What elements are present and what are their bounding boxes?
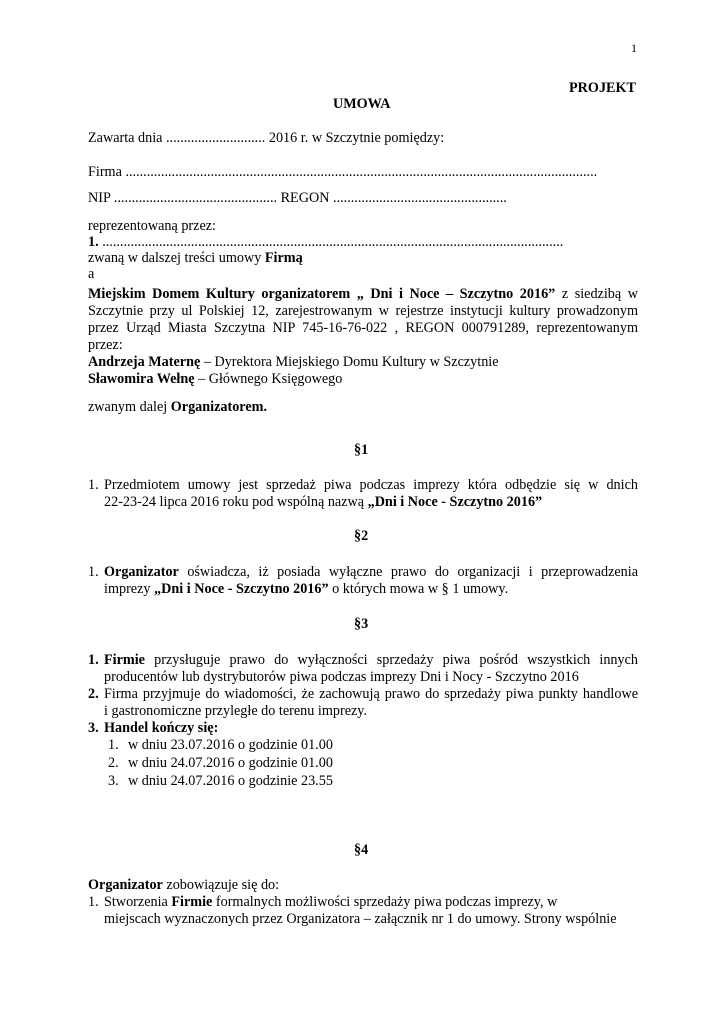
nip-regon-line <box>88 190 507 207</box>
section-2-heading: §2 <box>354 528 369 544</box>
s3-item-1-rest: przysługuje prawo do wyłączności sprzedaży piwa pośród wszystkich innych <box>144 652 638 668</box>
zwana-firma: Firmą <box>264 250 303 266</box>
rep-1-name: Andrzeja Maternę <box>88 354 201 370</box>
s3-sub-3-number: 3. <box>108 773 119 789</box>
organizer-line-1-rest: z siedzibą w <box>555 286 638 302</box>
organizer-line-3: przez Urząd Miasta Szczytna NIP 745-16-76-022 , REGON 000791289, reprezentowanym <box>88 320 638 336</box>
organizer-line-2: Szczytnie przy ul Polskiej 12, zarejestrowanym w rejestrze instytucji kultury prowadzonym <box>88 303 638 319</box>
regon-label: REGON <box>280 190 330 206</box>
organizer-rep-1 <box>88 354 499 371</box>
firma-label: Firma <box>88 164 122 180</box>
organizer-rep-2 <box>88 371 342 388</box>
representative-dots: .................................................................................................................................. <box>98 234 564 250</box>
reprezentowana-label: reprezentowaną przez: <box>88 218 216 234</box>
organizer-name: Miejskim Domem Kultury organizatorem „ Dni i Noce – Szczytno 2016” <box>88 286 556 302</box>
nip-label: NIP <box>88 190 111 206</box>
zwana-line <box>88 250 303 267</box>
s3-sub-2-text: w dniu 24.07.2016 o godzinie 01.00 <box>128 755 333 771</box>
s3-item-2-line-2: i gastronomiczne przyległe do terenu imprezy. <box>104 703 368 719</box>
s3-item-2-number: 2. <box>88 686 99 702</box>
s4-item-1-number: 1. <box>88 894 99 910</box>
zwanym-text: zwanym dalej <box>88 399 171 415</box>
s3-sub-1-text: w dniu 23.07.2016 o godzinie 01.00 <box>128 737 333 753</box>
s3-item-1-line-2: producentów lub dystrybutorów piwa podczas imprezy Dni i Nocy - Szczytno 2016 <box>104 669 579 685</box>
rep-1-role: – Dyrektora Miejskiego Domu Kultury w Szczytnie <box>200 354 499 370</box>
firma-line <box>88 164 597 181</box>
a-conjunction: a <box>88 266 95 282</box>
zawarta-date-dots: ............................ <box>162 130 269 146</box>
s2-line-1 <box>104 564 638 581</box>
s1-line-2 <box>104 494 542 511</box>
zawarta-line <box>88 130 444 147</box>
zwanym-line <box>88 399 267 416</box>
s3-item-1-line-1 <box>104 652 638 669</box>
s2-line-2-rest: o których mowa w § 1 umowy. <box>328 581 509 597</box>
s3-item-2-line-1: Firma przyjmuje do wiadomości, że zachowują prawo do sprzedaży piwa punkty handlowe <box>104 686 638 702</box>
s3-item-1-number: 1. <box>88 652 99 668</box>
s3-firmie: Firmie <box>104 652 145 668</box>
projekt-label: PROJEKT <box>569 80 637 96</box>
s4-item-1-line-1 <box>104 894 557 911</box>
page-number: 1 <box>631 41 637 55</box>
s4-intro <box>88 877 279 894</box>
s3-item-3-number: 3. <box>88 720 99 736</box>
zawarta-prefix: Zawarta dnia <box>88 130 163 146</box>
nip-dots: .............................................. <box>110 190 281 206</box>
s2-line-2-text: imprezy <box>104 581 155 597</box>
section-4-heading: §4 <box>354 842 369 858</box>
representative-line <box>88 234 563 251</box>
s2-organizator: Organizator <box>104 564 179 580</box>
zwana-text: zwaną w dalszej treści umowy <box>88 250 265 266</box>
s3-sub-3-text: w dniu 24.07.2016 o godzinie 23.55 <box>128 773 333 789</box>
s3-sub-1-number: 1. <box>108 737 119 753</box>
rep-2-role: – Głównego Księgowego <box>194 371 343 387</box>
s1-line-2-text: 22-23-24 lipca 2016 roku pod wspólną nazwą <box>104 494 368 510</box>
s1-line-1: Przedmiotem umowy jest sprzedaż piwa podczas imprezy która odbędzie się w dnich <box>104 477 638 493</box>
s2-line-2 <box>104 581 508 598</box>
s1-item-number: 1. <box>88 477 99 493</box>
regon-dots: ................................................. <box>329 190 507 206</box>
s2-line-1-rest: oświadcza, iż posiada wyłączne prawo do organizacji i przeprowadzenia <box>178 564 638 580</box>
s4-organizator: Organizator <box>88 877 163 893</box>
section-3-heading: §3 <box>354 616 369 632</box>
zwanym-organizator: Organizatorem. <box>170 399 267 415</box>
organizer-line-4: przez: <box>88 337 123 353</box>
s2-item-number: 1. <box>88 564 99 580</box>
s4-item-1-line-2: miejscach wyznaczonych przez Organizatora – załącznik nr 1 do umowy. Strony wspólnie <box>104 911 617 927</box>
s3-sub-2-number: 2. <box>108 755 119 771</box>
representative-number: 1. <box>88 234 99 250</box>
document-title: UMOWA <box>333 96 391 112</box>
s4-item-1-text: Stworzenia <box>104 894 172 910</box>
s3-handel-heading: Handel kończy się: <box>104 720 219 736</box>
organizer-line-1 <box>88 286 638 303</box>
s4-item-1-rest: formalnych możliwości sprzedaży piwa podczas imprezy, w <box>212 894 558 910</box>
s4-intro-rest: zobowiązuje się do: <box>162 877 280 893</box>
section-1-heading: §1 <box>354 442 369 458</box>
firma-dots: ..................................................................................................................................... <box>121 164 598 180</box>
rep-2-name: Sławomira Wełnę <box>88 371 195 387</box>
zawarta-suffix: 2016 r. w Szczytnie pomiędzy: <box>268 130 445 146</box>
s1-event-name: „Dni i Noce - Szczytno 2016” <box>367 494 543 510</box>
s2-event-name: „Dni i Noce - Szczytno 2016” <box>154 581 329 597</box>
s4-firmie: Firmie <box>171 894 213 910</box>
